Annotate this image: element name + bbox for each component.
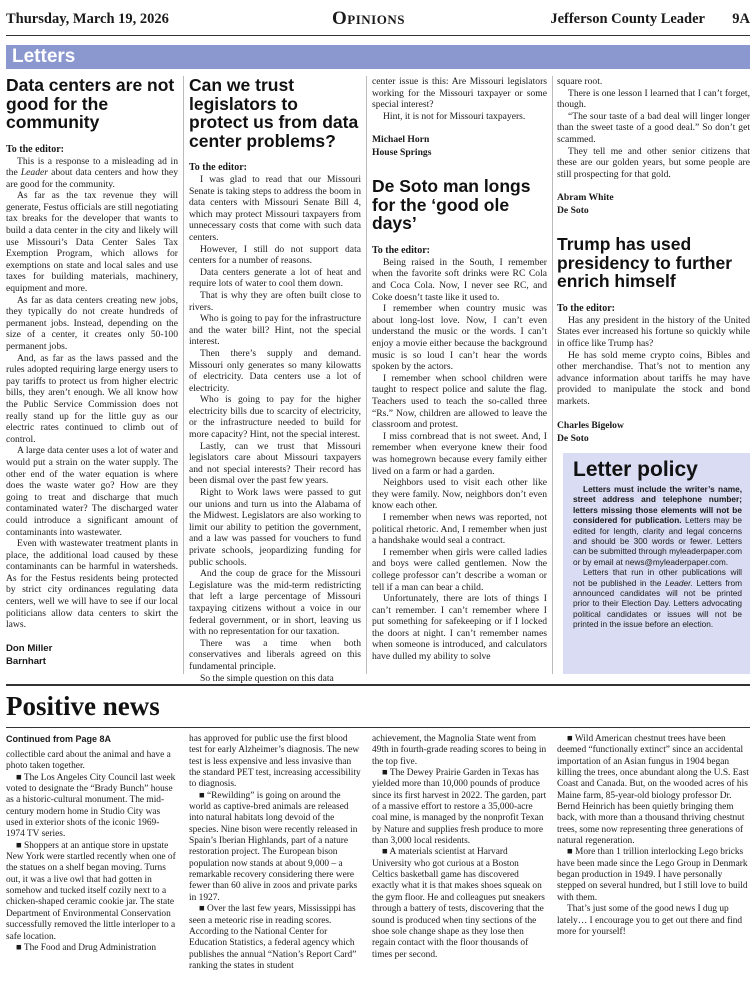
masthead — [6, 8, 750, 36]
letter-paragraph: A large data center uses a lot of water and would put a strain on the water supply. The other end of the water equation is where does the waste water go? How are they going to treat and discharge that much contaminated water? The discharged water could introduce a significant amount of contaminants into wastewater. — [6, 445, 178, 538]
letter-data-centers — [6, 76, 178, 674]
letter-paragraph: There was a time when both conservatives and liberals agreed on this fundamental principle. — [189, 637, 361, 672]
news-item: ■ The Los Angeles City Council last week voted to designate the “Brady Bunch” house as a historic-cultural monument. The mid-century modern home in Studio City was used in exterior shots of the iconic 1969-1974 TV series. — [6, 772, 176, 840]
letter-paragraph: This is a response to a misleading ad in the Leader about data centers and how they are good for the community. — [6, 155, 178, 190]
letter-salutation: To the editor: — [6, 143, 64, 155]
letter-paragraph: I remember when country music was about long-lost love. Now, I can’t even understand the music or the words. I can’t enjoy a movie either because the background music is so loud I can’t hear the words spoken by the actors. — [372, 303, 547, 373]
letter-trump-enrich — [557, 235, 750, 444]
news-item: ■ The Food and Drug Administration — [16, 942, 157, 953]
paper-name: Jefferson County Leader — [550, 11, 705, 27]
letter-paragraph: Then there’s supply and demand. Missouri only generates so many kilowatts of electricity. Data centers use a lot of electricity. — [189, 347, 361, 394]
letter-paragraph: Who is going to pay for the higher electricity bills due to scarcity of electricity, or the infrastructure needed to build for more capacity? Hint, not the special interest. — [189, 394, 361, 441]
letter-paragraph: I remember when news was reported, not political rhetoric. And, I remember when just a handshake would seal a contract. — [372, 511, 547, 547]
letter-paragraph: However, I still do not support data centers for a number of reasons. — [189, 243, 361, 267]
letter-salutation: To the editor: — [557, 302, 615, 314]
news-paragraph: That’s just some of the good news I dug up lately… I encourage you to get out there and find more for yourself! — [557, 904, 743, 937]
policy-paragraph: Letters that run in other publications will not be published in the Leader. Letters from announced candidates will not be printed prior to their Election Day. Letters advocating political candidates or issues will not be printed in the issue before an election. — [573, 567, 742, 630]
issue-date: Thursday, March 19, 2026 — [6, 11, 169, 27]
letter-paragraph: Who is going to pay for the infrastructure and the water bill? Hint, not the special interest. — [189, 313, 361, 348]
letter-paragraph: And the coup de grace for the Missouri Legislature was the mid-term redistricting that left a large percentage of Missouri taxpaying citizens without a voice in our federal government, or in short, leaving us with no representation for our taxation. — [189, 568, 361, 638]
letters-banner-label: Letters — [12, 46, 76, 67]
letter-paragraph: They tell me and other senior citizens that these are our golden years, but some people are still prospecting for that gold. — [557, 145, 750, 180]
letter-headline: Trump has used presidency to further enrich himself — [557, 234, 733, 292]
letters-column-3 — [372, 76, 547, 674]
positive-news-column-4 — [557, 734, 750, 980]
letter-paragraph: square root. — [557, 76, 603, 87]
letter-headline: Data centers are not good for the community — [6, 75, 175, 132]
page-number: 9A — [732, 11, 750, 27]
news-item: ■ “Rewilding” is going on around the world as captive-bred animals are released into natural habitats long devoid of the species. Nine bison were recently released in Spain’s Iberian Highlands, part of a nature restoration project. The European bison population now stands at about 9,000 – a remarkable recovery considering there were fewer than 60 alive in zoos and private parks in 1927. — [189, 790, 358, 903]
letter-salutation: To the editor: — [189, 162, 247, 173]
news-paragraph: achievement, the Magnolia State went from 49th in fourth-grade reading scores to being in the top five. — [372, 734, 547, 767]
letter-paragraph: There is one lesson I learned that I can’t forget, though. — [557, 87, 750, 111]
section-divider — [6, 684, 750, 686]
news-item: ■ A materials scientist at Harvard University who got curious at a Boston Celtics basketball game has discovered exactly what it is that makes shoes squeak on the gym floor. He and colleagues put sneakers through a battery of tests, discovering that the sound is produced when tiny sections of the shoe sole change shape as they lose then regain contact with the floor thousands of times per second. — [372, 847, 545, 960]
column-divider — [366, 76, 367, 674]
news-item: ■ More than 1 trillion interlocking Lego bricks have been made since the Lego Group in Denmark began production in 1949. I have personally stepped on several hundred, but I still love to build with them. — [557, 847, 748, 903]
news-paragraph: collectible card about the animal and have a photo taken together. — [6, 750, 171, 772]
letter-paragraph: Lastly, can we trust that Missouri legislators care about Missouri taxpayers and not special interests? Their record has been dismal over the past few years. — [189, 440, 361, 487]
continued-note: Continued from Page 8A — [6, 734, 112, 744]
section-divider — [6, 727, 750, 728]
letter-signature: Michael Horn House Springs — [372, 134, 432, 159]
positive-news-column-3 — [372, 734, 547, 980]
letter-signature: Don Miller Barnhart — [6, 642, 53, 667]
letter-paragraph: I was glad to read that our Missouri Senate is taking steps to address the boom in data centers with Missouri Senate Bill 4, which may protect Missouri taxpayers from unnecessary costs that come with such data centers. — [189, 174, 361, 243]
letter-paragraph: And, as far as the laws passed and the rules adopted requiring large energy users to pay tariffs to protect us from higher electric bills, they aren’t enough. We all know how the Public Service Commission does not really stand up for the little guy as our electric rates continued to climb out of control. — [6, 352, 178, 445]
positive-news-title: Positive news — [6, 691, 160, 721]
letter-paragraph: Even with wastewater treatment plants in place, the additional load caused by these contaminants can be harmful in watersheds. As for the Festus residents being protected by strict city ordinances regulating data centers, well we will have to see if our local politicians allow data centers to skirt the laws. — [6, 538, 178, 631]
letter-paragraph: center issue is this: Are Missouri legislators working for the Missouri taxpayer or some special interest? — [372, 76, 547, 111]
positive-news-column-2 — [189, 734, 361, 980]
letter-paragraph: Neighbors used to visit each other like they were family. Now, neighbors don’t even know each other. — [372, 477, 547, 512]
letter-paragraph: “The sour taste of a bad deal will linger longer than the sweet taste of a good deal.” So don’t get scammed. — [557, 110, 750, 145]
news-item: ■ Wild American chestnut trees have been deemed “functionally extinct” since an accidental importation of an Asian fungus in 1904 began killing the trees, once abundant along the U.S. East Coast and Canada. But, on the wooded acres of his Maine farm, 85-year-old biology professor Dr. Bernd Heinrich has been quietly bringing them back, with more than a thousand thriving chestnut trees, some now representing three generations of natural regeneration. — [557, 734, 749, 847]
policy-paragraph: Letters must include the writer’s name, street address and telephone number; letters missing those elements will not be considered for publication. Letters may be edited for length, clarity and legal concerns and should be 300 words or fewer. Letters can be submitted through myleaderpaper.com or by email at news@myleaderpaper.com. — [573, 484, 742, 567]
section-title: Opinions — [332, 8, 405, 29]
letter-paragraph: As far as the tax revenue they will generate, Festus officials are still negotiating tax breaks for the developer that wants to build a data center in the city and likely will use Missouri’s Data Center Sales Tax Exemption Program, which allows for exemptions on state and local sales and use taxes for building materials, machinery, equipment and more. — [6, 190, 178, 295]
column-divider — [552, 76, 553, 674]
news-paragraph: has approved for public use the first blood test for early Alzheimer’s diagnosis. The new test is less expensive and less invasive than the standard PET test, increasing accessibility to diagnosis. — [189, 734, 361, 790]
letter-trust-legislators — [189, 75, 361, 684]
news-item: ■ Shoppers at an antique store in upstate New York were startled recently when one of the statues on a shelf began moving. Turns out, it was a live owl that had gotten in somehow and tucked itself cozily next to a chicken-shaped ceramic cookie jar. The state Department of Environmental Conservation successfully removed the little interloper to a safe location. — [6, 840, 176, 942]
letter-paragraph: I miss cornbread that is not sweet. And, I remember when everyone knew their food was homegrown because every family either lived on a farm or had a garden. — [372, 430, 547, 477]
policy-title: Letter policy — [573, 458, 698, 481]
letter-policy-box — [563, 453, 750, 674]
letter-paragraph: I remember when school children were taught to respect police and salute the flag. Teachers used to teach the so-called three “Rs.” Now, children are allowed to leave the classroom and protest. — [372, 372, 547, 431]
letter-paragraph: He has sold meme crypto coins, Bibles and other merchandise. That’s not to mention any advance information about tariffs he may have provided to manipulate the stock and bond markets. — [557, 349, 750, 407]
letter-paragraph: Being raised in the South, I remember when the favorite soft drinks were RC Cola and Coca Cola. Now, I never see RC, and Coke doesn’t taste like it used to. — [372, 256, 547, 303]
letter-headline: De Soto man longs for the ‘good ole days’ — [372, 176, 531, 234]
positive-news-column-1 — [6, 734, 178, 980]
letter-paragraph: Has any president in the history of the United States ever increased his fortune so quickly while in office like Trump has? — [557, 314, 750, 350]
letter-good-ole-days — [372, 177, 547, 662]
letter-signature: Abram White De Soto — [557, 192, 614, 217]
letter-paragraph: Unfortunately, there are lots of things I can’t remember. I can’t remember where I put something for safekeeping or if I locked the doors at night. I can’t remember names when someone is introduced, and calculators have dulled my ability to solve — [372, 593, 547, 663]
letter-paragraph: I remember when girls were called ladies and boys were called gentlemen. Now the college professor can’t describe a woman or tell if a man can bear a child. — [372, 546, 547, 593]
letter-paragraph: Hint, it is not for Missouri taxpayers. — [383, 110, 526, 122]
letters-banner — [6, 45, 750, 69]
letter-paragraph: That is why they are often built close to rivers. — [189, 289, 361, 313]
letter-paragraph: As far as data centers creating new jobs, they typically do not create hundreds of permanent jobs. Instead, depending on the size of a center, it creates only 50-100 permanent jobs. — [6, 294, 178, 352]
letter-signature: Charles Bigelow De Soto — [557, 419, 624, 444]
letter-paragraph: So the simple question on this data — [200, 672, 334, 684]
news-item: ■ Over the last few years, Mississippi has seen a meteoric rise in reading scores. According to the National Center for Education Statistics, a federal agency which publishes the annual “Nation’s Report Card” ranking the states in student — [189, 904, 357, 971]
news-item: ■ The Dewey Prairie Garden in Texas has yielded more than 10,000 pounds of produce since its first harvest in 2022. The garden, part of a massive effort to restore a 35,000-acre coal mine, is managed by the nonprofit Texan by Nature and supplies fresh produce to more than 3,000 local residents. — [372, 768, 547, 847]
column-divider — [183, 76, 184, 674]
letter-paragraph: Data centers generate a lot of heat and require lots of water to cool them down. — [189, 266, 361, 290]
letter-paragraph: Right to Work laws were passed to gut our unions and turn us into the Alabama of the Midwest. Legislators are also working to limit our ability to petition the government, and a law was passed for vouchers to fund private schools, jeopardizing funding for public schools. — [189, 487, 361, 568]
letter-headline: Can we trust legislators to protect us from data center problems? — [189, 75, 359, 151]
letter-salutation: To the editor: — [372, 244, 430, 256]
